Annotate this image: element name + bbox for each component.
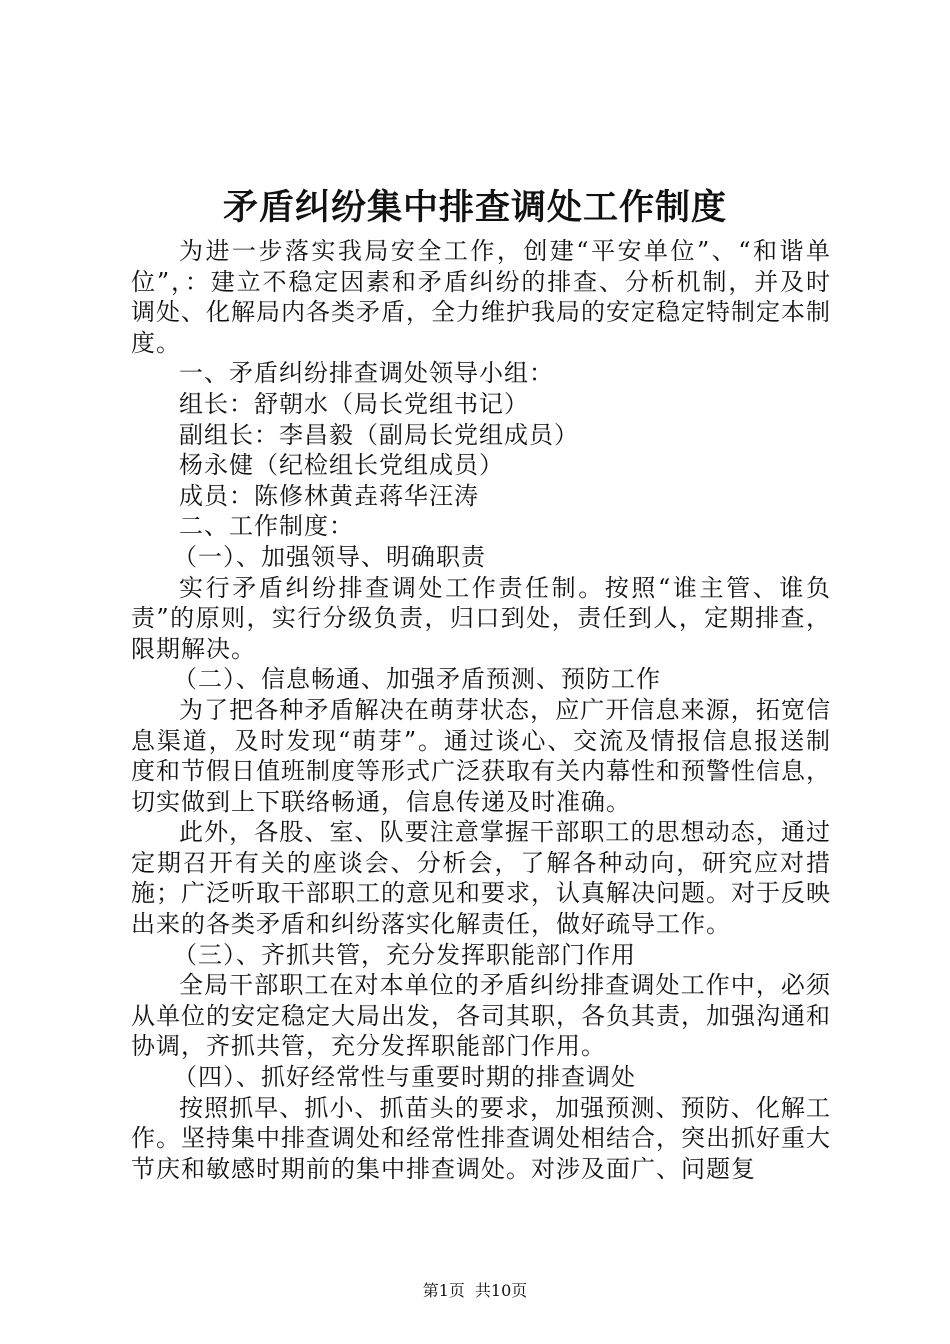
subsection-body-4: 按照抓早、抓小、抓苗头的要求，加强预测、预防、化解工作。坚持集中排查调处和经常性排查调处相结合，突出抓好重大节庆和敏感时期前的集中排查调处。对涉及面广、问题复 xyxy=(131,1093,831,1183)
subsection-heading-1: （一）、加强领导、明确职责 xyxy=(173,542,486,571)
deputy-leader-line-2: 杨永健（纪检组长党组成员） xyxy=(179,451,504,480)
subsection-heading-4: （四）、抓好经常性与重要时期的排查调处 xyxy=(173,1063,636,1092)
subsection-heading-2: （二）、信息畅通、加强矛盾预测、预防工作 xyxy=(173,665,661,694)
subsection-body-1: 实行矛盾纠纷排查调处工作责任制。按照“谁主管、谁负责”的原则，实行分级负责，归口到处，责任到人，定期排查，限期解决。 xyxy=(131,573,831,663)
document-body xyxy=(131,236,831,1184)
leader-line: 组长：舒朝水（局长党组书记） xyxy=(179,389,529,418)
subsection-heading-3: （三）、齐抓共管，充分发挥职能部门作用 xyxy=(173,940,636,969)
section-heading-work-rules: 二、工作制度： xyxy=(179,512,354,541)
subsection-body-2b: 此外，各股、室、队要注意掌握干部职工的思想动态，通过定期召开有关的座谈会、分析会，了解各种动向，研究应对措施；广泛听取干部职工的意见和要求，认真解决问题。对于反映出来的各类矛盾和纠纷落实化解责任，做好疏导工作。 xyxy=(131,818,831,939)
deputy-leader-line: 副组长：李昌毅（副局长党组成员） xyxy=(179,420,579,449)
section-heading-leadership: 一、矛盾纠纷排查调处领导小组： xyxy=(179,359,554,388)
document-title: 矛盾纠纷集中排查调处工作制度 xyxy=(222,187,727,228)
subsection-body-2a: 为了把各种矛盾解决在萌芽状态，应广开信息来源，拓宽信息渠道，及时发现“萌芽”。通过谈心、交流及情报信息报送制度和节假日值班制度等形式广泛获取有关内幕性和预警性信息，切实做到上下联络畅通，信息传递及时准确。 xyxy=(131,695,831,816)
page-number-current: 第1页 xyxy=(422,1281,465,1300)
members-line: 成员：陈修林黄垚蒋华汪涛 xyxy=(179,481,479,510)
subsection-body-3: 全局干部职工在对本单位的矛盾纠纷排查调处工作中，必须从单位的安定稳定大局出发，各司其职，各负其责，加强沟通和协调，齐抓共管，充分发挥职能部门作用。 xyxy=(131,971,831,1061)
page-number-total: 共10页 xyxy=(474,1281,528,1300)
intro-paragraph: 为进一步落实我局安全工作，创建“平安单位”、“和谐单位”，：建立不稳定因素和矛盾纠纷的排查、分析机制，并及时调处、化解局内各类矛盾，全力维护我局的安定稳定特制定本制度。 xyxy=(131,237,831,357)
page-footer xyxy=(0,1280,950,1302)
